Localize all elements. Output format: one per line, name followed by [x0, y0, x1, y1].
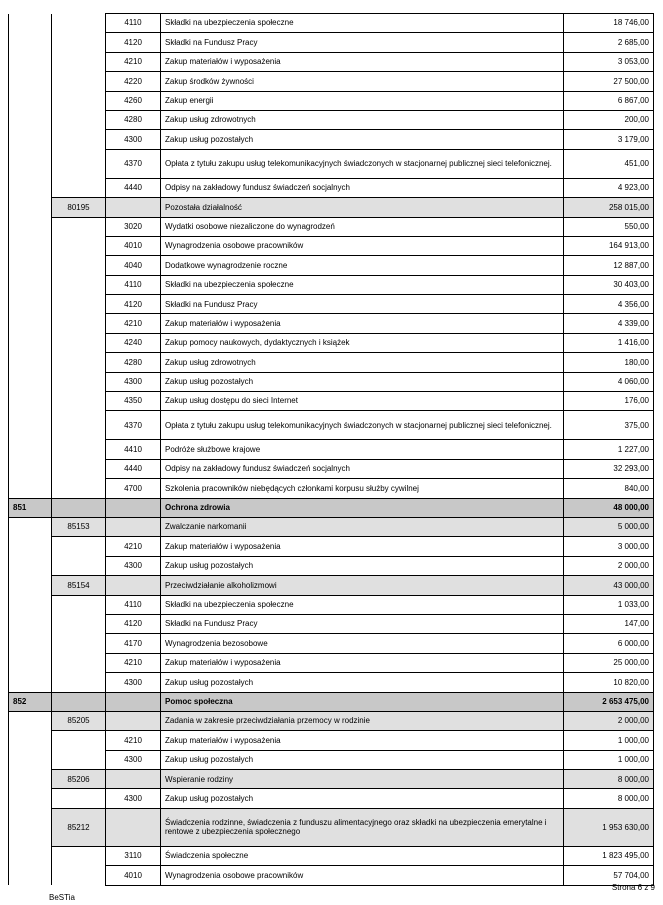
- rozdzial-code: [52, 353, 106, 372]
- rozdzial-amount: 2 000,00: [564, 711, 654, 730]
- paragraf-code: 4300: [106, 673, 161, 692]
- paragraf-code: 4370: [106, 149, 161, 178]
- paragraf-code: 4170: [106, 634, 161, 653]
- paragraf-code: [106, 711, 161, 730]
- rozdzial-code: [52, 846, 106, 865]
- paragraf-amount: 4 339,00: [564, 314, 654, 333]
- dzial-code: 852: [9, 692, 52, 711]
- software-brand: BeSTia: [49, 893, 75, 902]
- dzial-name: Pomoc społeczna: [161, 692, 564, 711]
- paragraf-name: Podróże służbowe krajowe: [161, 440, 564, 459]
- paragraf-row: [9, 556, 654, 575]
- dzial-amount: 48 000,00: [564, 498, 654, 517]
- dzial-code: [9, 731, 52, 750]
- paragraf-row: [9, 440, 654, 459]
- dzial-code: [9, 52, 52, 71]
- paragraf-name: Wynagrodzenia osobowe pracowników: [161, 866, 564, 885]
- paragraf-code: [106, 808, 161, 846]
- dzial-code: [9, 537, 52, 556]
- rozdzial-row: [9, 711, 654, 730]
- paragraf-name: Składki na Fundusz Pracy: [161, 614, 564, 633]
- paragraf-code: [106, 770, 161, 789]
- paragraf-code: 4110: [106, 14, 161, 33]
- paragraf-row: [9, 595, 654, 614]
- paragraf-code: 4300: [106, 750, 161, 769]
- paragraf-amount: 1 033,00: [564, 595, 654, 614]
- dzial-code: [9, 614, 52, 633]
- rozdzial-code: [52, 459, 106, 478]
- rozdzial-code: 85153: [52, 517, 106, 536]
- paragraf-row: [9, 110, 654, 129]
- dzial-code: [9, 789, 52, 808]
- rozdzial-code: [52, 411, 106, 440]
- dzial-code: [9, 479, 52, 498]
- paragraf-name: Zakup materiałów i wyposażenia: [161, 731, 564, 750]
- paragraf-amount: 32 293,00: [564, 459, 654, 478]
- rozdzial-code: [52, 275, 106, 294]
- dzial-code: [9, 653, 52, 672]
- rozdzial-code: [52, 217, 106, 236]
- paragraf-amount: 4 923,00: [564, 178, 654, 197]
- rozdzial-code: [52, 14, 106, 33]
- dzial-code: [9, 595, 52, 614]
- dzial-code: [9, 314, 52, 333]
- paragraf-code: 4210: [106, 314, 161, 333]
- rozdzial-name: Świadczenia rodzinne, świadczenia z funduszu alimentacyjnego oraz składki na ubezpieczenia emerytalne i rentowe z ubezpieczenia społecznego: [161, 808, 564, 846]
- paragraf-code: 4120: [106, 614, 161, 633]
- dzial-code: [9, 130, 52, 149]
- paragraf-code: [106, 517, 161, 536]
- paragraf-name: Dodatkowe wynagrodzenie roczne: [161, 256, 564, 275]
- rozdzial-code: [52, 866, 106, 885]
- dzial-row: [9, 692, 654, 711]
- rozdzial-code: [52, 149, 106, 178]
- paragraf-amount: 12 887,00: [564, 256, 654, 275]
- paragraf-code: [106, 198, 161, 217]
- dzial-code: [9, 14, 52, 33]
- dzial-code: [9, 411, 52, 440]
- paragraf-row: [9, 33, 654, 52]
- dzial-code: [9, 392, 52, 411]
- paragraf-row: [9, 673, 654, 692]
- paragraf-code: 4440: [106, 459, 161, 478]
- paragraf-code: 4120: [106, 33, 161, 52]
- paragraf-name: Zakup materiałów i wyposażenia: [161, 653, 564, 672]
- rozdzial-code: [52, 537, 106, 556]
- dzial-code: [9, 846, 52, 865]
- rozdzial-amount: 258 015,00: [564, 198, 654, 217]
- dzial-code: [9, 33, 52, 52]
- rozdzial-code: [52, 440, 106, 459]
- paragraf-name: Składki na ubezpieczenia społeczne: [161, 14, 564, 33]
- paragraf-row: [9, 130, 654, 149]
- dzial-code: [9, 72, 52, 91]
- dzial-code: 851: [9, 498, 52, 517]
- paragraf-code: 4220: [106, 72, 161, 91]
- rozdzial-code: [52, 72, 106, 91]
- rozdzial-name: Wspieranie rodziny: [161, 770, 564, 789]
- paragraf-code: 4110: [106, 595, 161, 614]
- rozdzial-row: [9, 517, 654, 536]
- rozdzial-amount: 1 953 630,00: [564, 808, 654, 846]
- paragraf-name: Zakup usług pozostałych: [161, 750, 564, 769]
- paragraf-row: [9, 372, 654, 391]
- paragraf-amount: 8 000,00: [564, 789, 654, 808]
- paragraf-amount: 2 000,00: [564, 556, 654, 575]
- rozdzial-code: [52, 295, 106, 314]
- dzial-code: [9, 750, 52, 769]
- paragraf-row: [9, 653, 654, 672]
- dzial-code: [9, 217, 52, 236]
- dzial-code: [9, 275, 52, 294]
- rozdzial-code: [52, 673, 106, 692]
- paragraf-name: Składki na Fundusz Pracy: [161, 33, 564, 52]
- rozdzial-code: [52, 110, 106, 129]
- rozdzial-amount: 5 000,00: [564, 517, 654, 536]
- paragraf-name: Zakup środków żywności: [161, 72, 564, 91]
- dzial-code: [9, 634, 52, 653]
- page-number: Strona 6 z 9: [611, 883, 655, 892]
- paragraf-name: Zakup usług pozostałych: [161, 673, 564, 692]
- dzial-code: [9, 770, 52, 789]
- paragraf-name: Wynagrodzenia bezosobowe: [161, 634, 564, 653]
- paragraf-code: 4300: [106, 372, 161, 391]
- paragraf-row: [9, 217, 654, 236]
- paragraf-row: [9, 14, 654, 33]
- paragraf-row: [9, 314, 654, 333]
- dzial-code: [9, 673, 52, 692]
- paragraf-name: Składki na ubezpieczenia społeczne: [161, 275, 564, 294]
- paragraf-name: Zakup usług pozostałych: [161, 130, 564, 149]
- paragraf-code: 4410: [106, 440, 161, 459]
- paragraf-code: 4120: [106, 295, 161, 314]
- rozdzial-code: 85206: [52, 770, 106, 789]
- rozdzial-code: [52, 498, 106, 517]
- paragraf-name: Składki na Fundusz Pracy: [161, 295, 564, 314]
- paragraf-code: 4700: [106, 479, 161, 498]
- paragraf-code: 4110: [106, 275, 161, 294]
- rozdzial-row: [9, 198, 654, 217]
- paragraf-code: 4210: [106, 52, 161, 71]
- rozdzial-code: [52, 634, 106, 653]
- paragraf-code: 4370: [106, 411, 161, 440]
- rozdzial-row: [9, 770, 654, 789]
- paragraf-name: Świadczenia społeczne: [161, 846, 564, 865]
- paragraf-name: Wydatki osobowe niezaliczone do wynagrodzeń: [161, 217, 564, 236]
- dzial-code: [9, 459, 52, 478]
- paragraf-amount: 25 000,00: [564, 653, 654, 672]
- paragraf-row: [9, 333, 654, 352]
- paragraf-row: [9, 411, 654, 440]
- paragraf-amount: 840,00: [564, 479, 654, 498]
- paragraf-code: 4040: [106, 256, 161, 275]
- dzial-code: [9, 372, 52, 391]
- paragraf-name: Zakup materiałów i wyposażenia: [161, 52, 564, 71]
- paragraf-code: 4210: [106, 653, 161, 672]
- paragraf-name: Opłata z tytułu zakupu usług telekomunikacyjnych świadczonych w stacjonarnej publicznej sieci telefonicznej.: [161, 411, 564, 440]
- paragraf-row: [9, 614, 654, 633]
- paragraf-amount: 1 416,00: [564, 333, 654, 352]
- paragraf-name: Zakup usług zdrowotnych: [161, 110, 564, 129]
- paragraf-amount: 2 685,00: [564, 33, 654, 52]
- paragraf-row: [9, 236, 654, 255]
- paragraf-code: 4010: [106, 236, 161, 255]
- dzial-code: [9, 556, 52, 575]
- paragraf-row: [9, 479, 654, 498]
- dzial-amount: 2 653 475,00: [564, 692, 654, 711]
- dzial-code: [9, 866, 52, 885]
- rozdzial-code: [52, 236, 106, 255]
- paragraf-amount: 180,00: [564, 353, 654, 372]
- paragraf-name: Odpisy na zakładowy fundusz świadczeń socjalnych: [161, 178, 564, 197]
- rozdzial-code: [52, 692, 106, 711]
- paragraf-amount: 3 179,00: [564, 130, 654, 149]
- dzial-code: [9, 333, 52, 352]
- paragraf-name: Zakup usług pozostałych: [161, 789, 564, 808]
- paragraf-code: 4210: [106, 537, 161, 556]
- paragraf-amount: 6 867,00: [564, 91, 654, 110]
- paragraf-amount: 550,00: [564, 217, 654, 236]
- paragraf-row: [9, 353, 654, 372]
- dzial-code: [9, 256, 52, 275]
- paragraf-amount: 375,00: [564, 411, 654, 440]
- paragraf-code: 4440: [106, 178, 161, 197]
- dzial-code: [9, 517, 52, 536]
- rozdzial-code: [52, 91, 106, 110]
- paragraf-amount: 30 403,00: [564, 275, 654, 294]
- paragraf-amount: 200,00: [564, 110, 654, 129]
- paragraf-row: [9, 789, 654, 808]
- paragraf-row: [9, 537, 654, 556]
- dzial-code: [9, 808, 52, 846]
- paragraf-amount: 1 000,00: [564, 750, 654, 769]
- paragraf-amount: 27 500,00: [564, 72, 654, 91]
- paragraf-row: [9, 392, 654, 411]
- budget-table: [8, 13, 654, 886]
- paragraf-name: Zakup energii: [161, 91, 564, 110]
- dzial-name: Ochrona zdrowia: [161, 498, 564, 517]
- rozdzial-code: [52, 52, 106, 71]
- paragraf-name: Zakup materiałów i wyposażenia: [161, 537, 564, 556]
- dzial-code: [9, 440, 52, 459]
- dzial-code: [9, 149, 52, 178]
- rozdzial-code: [52, 392, 106, 411]
- rozdzial-code: [52, 178, 106, 197]
- rozdzial-code: [52, 372, 106, 391]
- paragraf-row: [9, 52, 654, 71]
- paragraf-name: Opłata z tytułu zakupu usług telekomunikacyjnych świadczonych w stacjonarnej publicznej sieci telefonicznej.: [161, 149, 564, 178]
- dzial-row: [9, 498, 654, 517]
- dzial-code: [9, 110, 52, 129]
- paragraf-name: Wynagrodzenia osobowe pracowników: [161, 236, 564, 255]
- paragraf-code: 3110: [106, 846, 161, 865]
- paragraf-code: 4300: [106, 556, 161, 575]
- paragraf-name: Zakup usług pozostałych: [161, 372, 564, 391]
- paragraf-amount: 3 053,00: [564, 52, 654, 71]
- paragraf-amount: 4 060,00: [564, 372, 654, 391]
- paragraf-row: [9, 750, 654, 769]
- rozdzial-amount: 43 000,00: [564, 576, 654, 595]
- rozdzial-name: Zwalczanie narkomanii: [161, 517, 564, 536]
- paragraf-row: [9, 72, 654, 91]
- paragraf-amount: 176,00: [564, 392, 654, 411]
- rozdzial-row: [9, 808, 654, 846]
- rozdzial-code: [52, 256, 106, 275]
- paragraf-code: 4280: [106, 110, 161, 129]
- paragraf-amount: 18 746,00: [564, 14, 654, 33]
- paragraf-amount: 147,00: [564, 614, 654, 633]
- paragraf-code: 4300: [106, 130, 161, 149]
- paragraf-amount: 1 823 495,00: [564, 846, 654, 865]
- paragraf-code: 4350: [106, 392, 161, 411]
- paragraf-row: [9, 149, 654, 178]
- paragraf-name: Zakup usług zdrowotnych: [161, 353, 564, 372]
- paragraf-row: [9, 295, 654, 314]
- paragraf-amount: 6 000,00: [564, 634, 654, 653]
- rozdzial-name: Przeciwdziałanie alkoholizmowi: [161, 576, 564, 595]
- paragraf-amount: 1 227,00: [564, 440, 654, 459]
- rozdzial-code: 85212: [52, 808, 106, 846]
- rozdzial-code: [52, 750, 106, 769]
- dzial-code: [9, 236, 52, 255]
- rozdzial-code: [52, 614, 106, 633]
- paragraf-code: 4210: [106, 731, 161, 750]
- paragraf-amount: 10 820,00: [564, 673, 654, 692]
- rozdzial-code: [52, 556, 106, 575]
- rozdzial-name: Pozostała działalność: [161, 198, 564, 217]
- dzial-code: [9, 178, 52, 197]
- rozdzial-name: Zadania w zakresie przeciwdziałania przemocy w rodzinie: [161, 711, 564, 730]
- paragraf-amount: 57 704,00: [564, 866, 654, 885]
- paragraf-code: 4260: [106, 91, 161, 110]
- rozdzial-code: [52, 314, 106, 333]
- rozdzial-code: [52, 479, 106, 498]
- paragraf-row: [9, 256, 654, 275]
- paragraf-code: 3020: [106, 217, 161, 236]
- rozdzial-code: [52, 789, 106, 808]
- paragraf-row: [9, 275, 654, 294]
- paragraf-code: 4280: [106, 353, 161, 372]
- paragraf-row: [9, 459, 654, 478]
- paragraf-row: [9, 634, 654, 653]
- paragraf-name: Odpisy na zakładowy fundusz świadczeń socjalnych: [161, 459, 564, 478]
- paragraf-row: [9, 866, 654, 885]
- paragraf-row: [9, 731, 654, 750]
- dzial-code: [9, 198, 52, 217]
- budget-table-body: [9, 14, 654, 886]
- dzial-code: [9, 295, 52, 314]
- paragraf-code: [106, 576, 161, 595]
- paragraf-row: [9, 846, 654, 865]
- paragraf-name: Składki na ubezpieczenia społeczne: [161, 595, 564, 614]
- rozdzial-code: [52, 595, 106, 614]
- paragraf-code: [106, 692, 161, 711]
- paragraf-name: Zakup pomocy naukowych, dydaktycznych i książek: [161, 333, 564, 352]
- dzial-code: [9, 711, 52, 730]
- rozdzial-amount: 8 000,00: [564, 770, 654, 789]
- paragraf-amount: 451,00: [564, 149, 654, 178]
- paragraf-code: 4010: [106, 866, 161, 885]
- rozdzial-code: [52, 333, 106, 352]
- paragraf-name: Zakup usług dostępu do sieci Internet: [161, 392, 564, 411]
- paragraf-amount: 4 356,00: [564, 295, 654, 314]
- paragraf-code: [106, 498, 161, 517]
- rozdzial-code: 80195: [52, 198, 106, 217]
- dzial-code: [9, 91, 52, 110]
- paragraf-amount: 1 000,00: [564, 731, 654, 750]
- rozdzial-code: [52, 130, 106, 149]
- rozdzial-code: [52, 33, 106, 52]
- paragraf-code: 4300: [106, 789, 161, 808]
- dzial-code: [9, 576, 52, 595]
- rozdzial-row: [9, 576, 654, 595]
- rozdzial-code: [52, 731, 106, 750]
- paragraf-name: Zakup materiałów i wyposażenia: [161, 314, 564, 333]
- paragraf-code: 4240: [106, 333, 161, 352]
- paragraf-row: [9, 91, 654, 110]
- rozdzial-code: 85205: [52, 711, 106, 730]
- paragraf-amount: 3 000,00: [564, 537, 654, 556]
- paragraf-name: Zakup usług pozostałych: [161, 556, 564, 575]
- paragraf-row: [9, 178, 654, 197]
- rozdzial-code: 85154: [52, 576, 106, 595]
- paragraf-name: Szkolenia pracowników niebędących członkami korpusu służby cywilnej: [161, 479, 564, 498]
- rozdzial-code: [52, 653, 106, 672]
- dzial-code: [9, 353, 52, 372]
- paragraf-amount: 164 913,00: [564, 236, 654, 255]
